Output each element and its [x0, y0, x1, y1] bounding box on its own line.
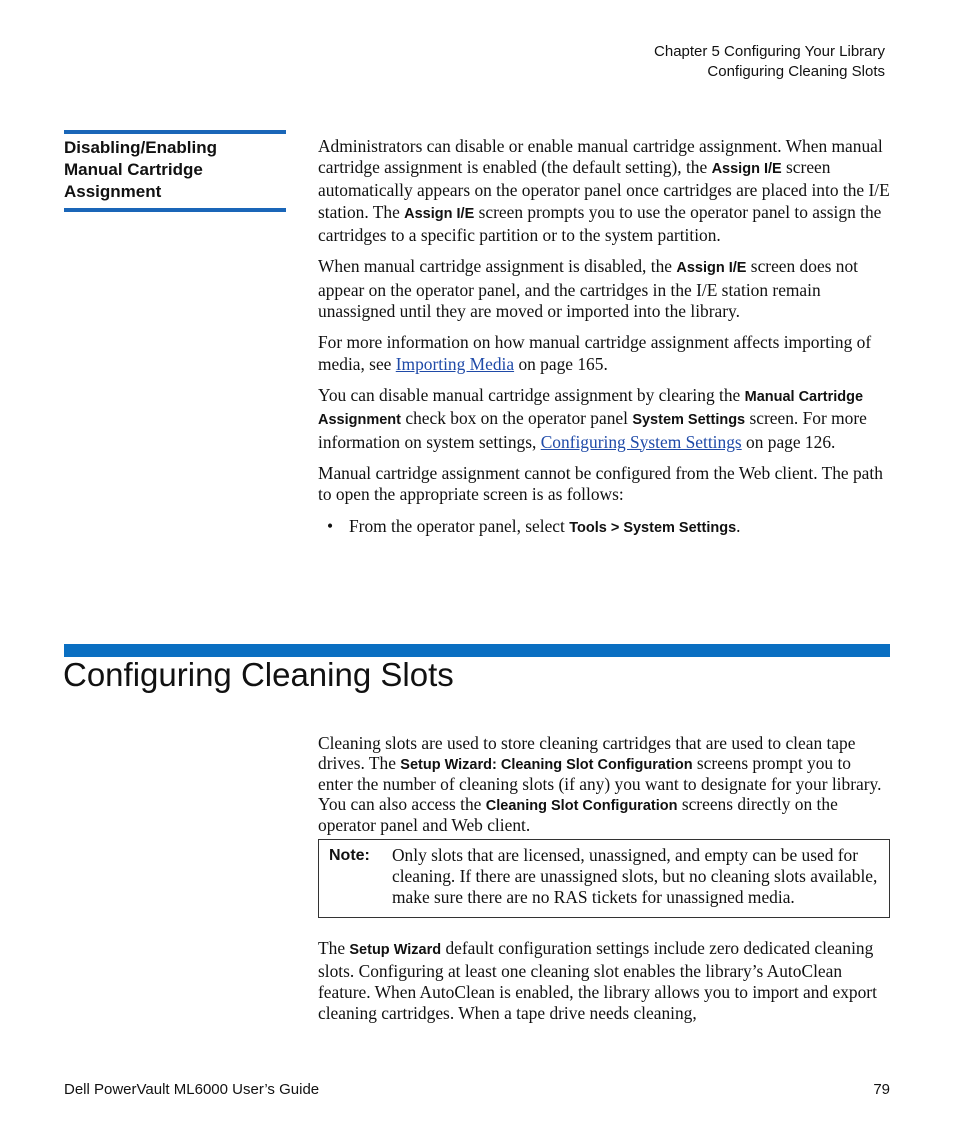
ui-term-assign-ie: Assign I/E: [711, 161, 782, 178]
text-run: screen prompts you to use the operator panel to assign the cartridges to a specific partition or to the system partition.: [318, 201, 882, 245]
bullet-item: [327, 516, 890, 539]
sidebar-heading-line2: Manual Cartridge: [64, 160, 203, 179]
bullet-dot: •: [327, 516, 334, 536]
text-run: From the operator panel, select: [349, 516, 570, 536]
section1-body: [318, 136, 890, 539]
ui-term-manual-cartridge-assignment: Manual Cartridge Assignment: [318, 389, 864, 429]
text-run: on page 165.: [514, 353, 608, 374]
text-run: screen automatically appears on the operator panel once cartridges are placed into the I/E station. The: [318, 157, 890, 222]
bullet-text: [349, 516, 741, 539]
section1-paragraph2: [318, 256, 890, 322]
text-run: screen. For more information on system settings,: [318, 408, 867, 452]
running-header-chapter: Chapter 5 Configuring Your Library: [654, 43, 885, 60]
section2-paragraph2: [318, 938, 890, 1025]
section1-paragraph5: Manual cartridge assignment cannot be configured from the Web client. The path to open the appropriate screen is as follows:: [318, 463, 883, 505]
text-run: check box on the operator panel: [401, 408, 633, 429]
ui-term-cleaning-slot-configuration: Cleaning Slot Configuration: [485, 797, 678, 814]
ui-term-system-settings: System Settings: [632, 412, 746, 429]
configuring-system-settings-link[interactable]: Configuring System Settings: [540, 431, 742, 452]
text-run: You can disable manual cartridge assignment by clearing the: [318, 385, 745, 406]
note-text: Only slots that are licensed, unassigned, and empty can be used for cleaning. If there are unassigned slots, but no cleaning slots available, make sure there are no RAS tickets for unassigned media.: [392, 844, 878, 908]
importing-media-link[interactable]: Importing Media: [395, 353, 515, 374]
sidebar-bottom-rule: [64, 208, 286, 212]
section2-paragraph1: [318, 734, 890, 836]
text-run: The: [318, 937, 350, 958]
section1-paragraph1: [318, 136, 890, 246]
ui-term-setup-wizard: Setup Wizard: [349, 941, 442, 958]
running-header-section: Configuring Cleaning Slots: [707, 63, 885, 80]
section2-body: [318, 734, 890, 1035]
text-run: When manual cartridge assignment is disabled, the: [318, 256, 677, 277]
section-title: Configuring Cleaning Slots: [63, 656, 454, 693]
ui-term-tools-system-settings: Tools > System Settings: [569, 520, 737, 536]
sidebar-heading-text: [64, 134, 286, 208]
sidebar-heading-line3: Assignment: [64, 182, 162, 201]
text-run: screens prompt you to enter the number of cleaning slots (if any) you want to designate for your library. You can also access the: [318, 752, 882, 814]
ui-term-assign-ie: Assign I/E: [676, 260, 747, 277]
text-run: on page 126.: [741, 431, 836, 452]
footer-page-number: 79: [873, 1081, 890, 1098]
section1-paragraph3: [318, 332, 890, 374]
ui-term-assign-ie: Assign I/E: [404, 205, 475, 222]
sidebar-heading: [64, 130, 286, 212]
text-run: Cleaning slots are used to store cleaning cartridges that are used to clean tape drives. The: [318, 733, 856, 773]
section1-paragraph4: [318, 385, 890, 453]
footer-title: Dell PowerVault ML6000 User’s Guide: [64, 1081, 320, 1098]
text-run: For more information on how manual cartridge assignment affects importing of media, see: [318, 332, 872, 374]
text-run: .: [736, 516, 741, 536]
sidebar-heading-line1: Disabling/Enabling: [64, 138, 218, 157]
text-run: screens directly on the operator panel and Web client.: [318, 793, 838, 836]
text-run: default configuration settings include zero dedicated cleaning slots. Configuring at least one cleaning slot enables the library’s AutoClean feature. When AutoClean is enabled, the library allows you to import and export cleaning cartridges. When a tape drive needs cleaning,: [318, 937, 877, 1024]
note-label: Note:: [329, 846, 370, 864]
text-run: Administrators can disable or enable manual cartridge assignment. When manual cartridge assignment is enabled (the default setting), the: [318, 136, 883, 178]
ui-term-setup-wizard-cleaning-slot-configuration: Setup Wizard: Cleaning Slot Configuration: [400, 756, 693, 773]
note-box: [318, 839, 890, 918]
text-run: screen does not appear on the operator panel, and the cartridges in the I/E station remain unassigned until they are moved or imported into the library.: [318, 256, 859, 321]
